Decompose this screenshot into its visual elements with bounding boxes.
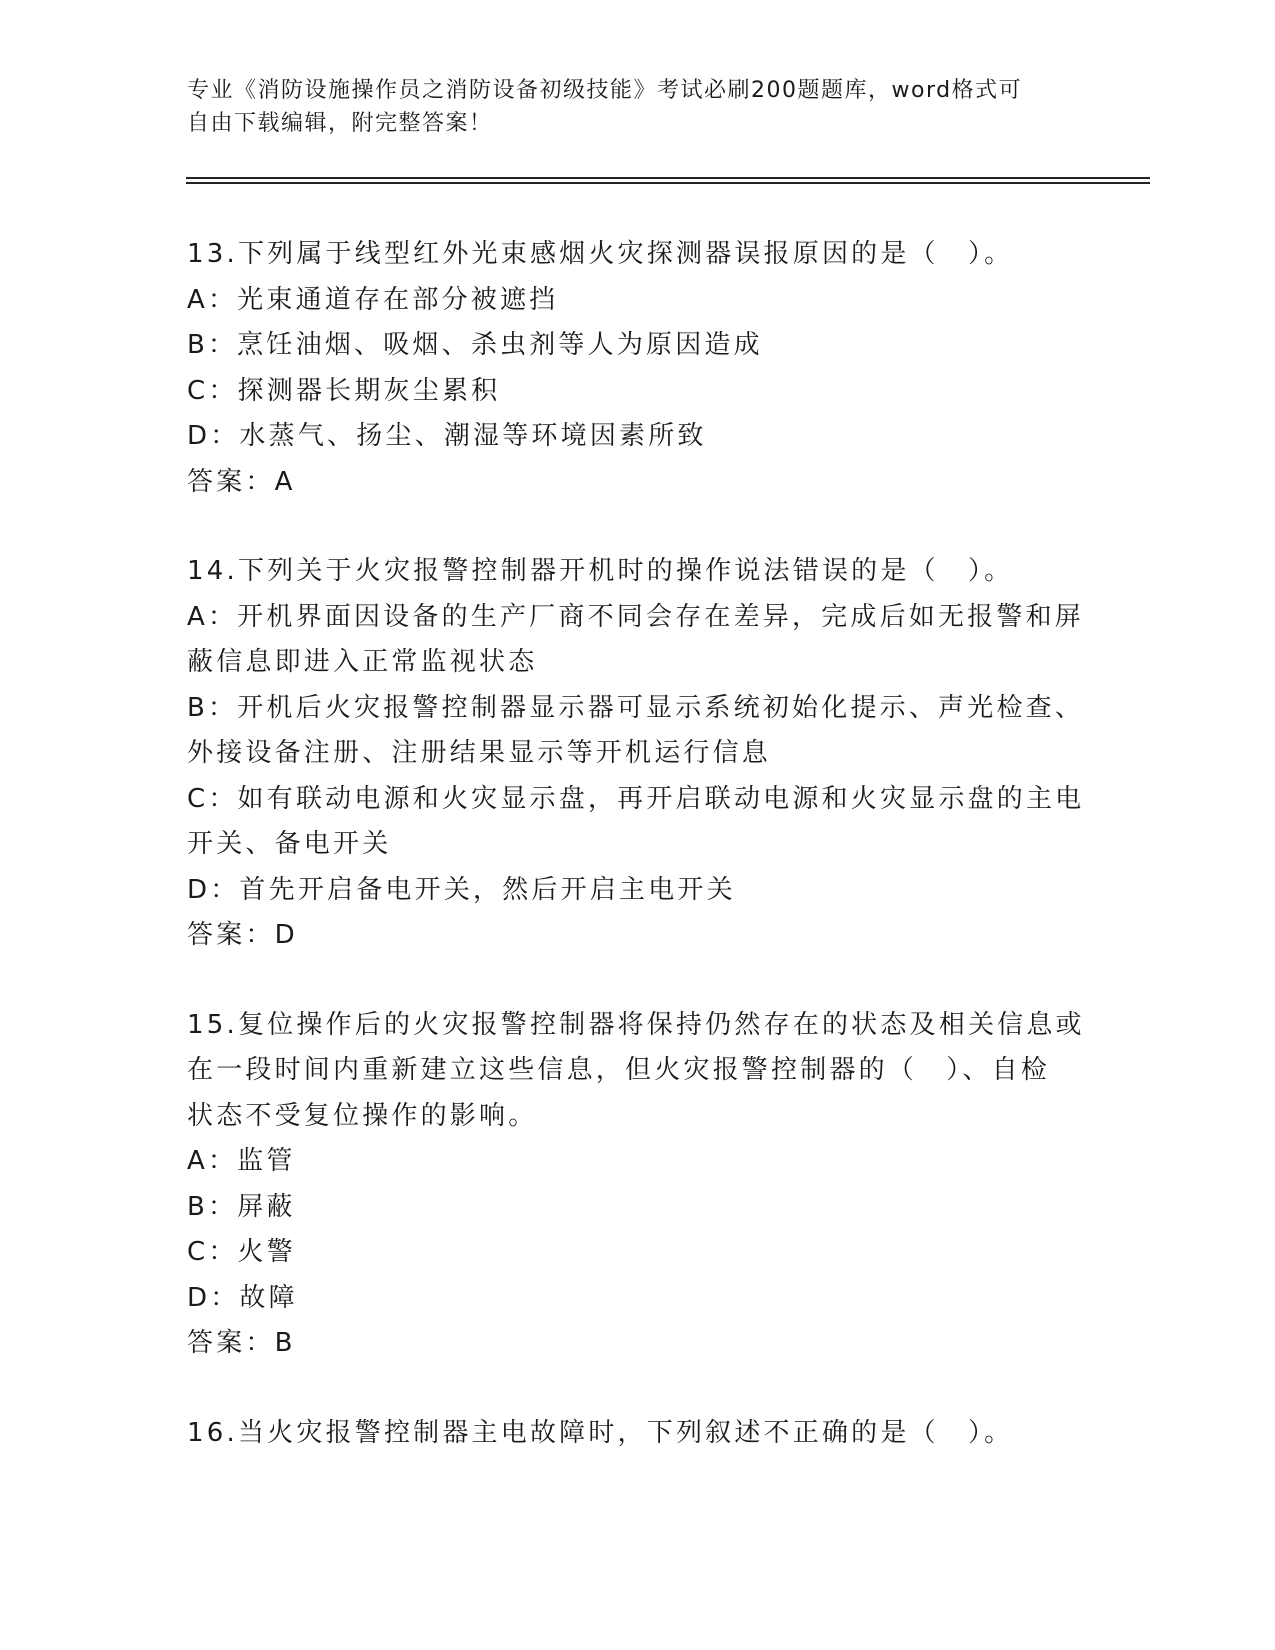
- question-block: [187, 1003, 1087, 1367]
- header-divider-top: [186, 177, 1150, 179]
- answer-option: [187, 414, 1087, 460]
- answer-option-line: A：监管: [187, 1146, 296, 1176]
- answer-option-line: 开关、备电开关: [187, 829, 392, 859]
- question-stem-line: 状态不受复位操作的影响。: [187, 1100, 538, 1131]
- answer-option: [187, 595, 1087, 686]
- question-stem-line: 15.复位操作后的火灾报警控制器将保持仍然存在的状态及相关信息或: [187, 1009, 1085, 1040]
- header-line-2: 自由下载编辑，附完整答案！: [187, 111, 493, 136]
- answer-option: [187, 369, 1087, 415]
- answer-option-line: D：水蒸气、扬尘、潮湿等环境因素所致: [187, 421, 707, 451]
- answer-key: 答案：B: [187, 1328, 296, 1358]
- document-header: [187, 74, 1087, 140]
- answer-option-line: A：光束通道存在部分被遮挡: [187, 284, 559, 315]
- answer-option-line: C：探测器长期灰尘累积: [187, 375, 501, 406]
- answer-option: [187, 868, 1087, 914]
- question-stem-line: 16.当火灾报警控制器主电故障时，下列叙述不正确的是（ ）。: [187, 1417, 1014, 1448]
- answer-option-line: B：烹饪油烟、吸烟、杀虫剂等人为原因造成: [187, 330, 763, 360]
- answer-option: [187, 1185, 1087, 1231]
- answer-option: [187, 278, 1087, 324]
- answer-option-line: C：如有联动电源和火灾显示盘，再开启联动电源和火灾显示盘的主电: [187, 783, 1085, 814]
- answer-option-line: D：首先开启备电开关，然后开启主电开关: [187, 874, 736, 905]
- answer-option-line: 外接设备注册、注册结果显示等开机运行信息: [187, 738, 772, 768]
- question-stem-line: 在一段时间内重新建立这些信息，但火灾报警控制器的（ ）、自检: [187, 1055, 1051, 1085]
- answer-option-line: B：屏蔽: [187, 1191, 296, 1222]
- answer-key: 答案：A: [187, 466, 296, 497]
- answer-option-line: D：故障: [187, 1282, 298, 1313]
- question-list: [187, 232, 1087, 1500]
- answer-option-line: C：火警: [187, 1237, 296, 1267]
- answer-option-line: A：开机界面因设备的生产厂商不同会存在差异，完成后如无报警和屏: [187, 601, 1084, 632]
- answer-option: [187, 1139, 1087, 1185]
- question-stem-line: 14.下列关于火灾报警控制器开机时的操作说法错误的是（ ）。: [187, 556, 1014, 586]
- answer-option: [187, 323, 1087, 369]
- answer-option-line: B：开机后火灾报警控制器显示器可显示系统初始化提示、声光检查、: [187, 692, 1085, 723]
- answer-option: [187, 686, 1087, 777]
- question-block: [187, 1411, 1087, 1457]
- question-block: [187, 232, 1087, 505]
- answer-option: [187, 1276, 1087, 1322]
- answer-option: [187, 1230, 1087, 1276]
- header-divider-bottom: [186, 182, 1150, 184]
- answer-key: 答案：D: [187, 920, 298, 950]
- question-stem-line: 13.下列属于线型红外光束感烟火灾探测器误报原因的是（ ）。: [187, 239, 1014, 269]
- answer-option: [187, 777, 1087, 868]
- answer-option-line: 蔽信息即进入正常监视状态: [187, 647, 538, 677]
- question-block: [187, 549, 1087, 959]
- header-line-1: 专业《消防设施操作员之消防设备初级技能》考试必刷200题题库，word格式可: [187, 78, 1023, 103]
